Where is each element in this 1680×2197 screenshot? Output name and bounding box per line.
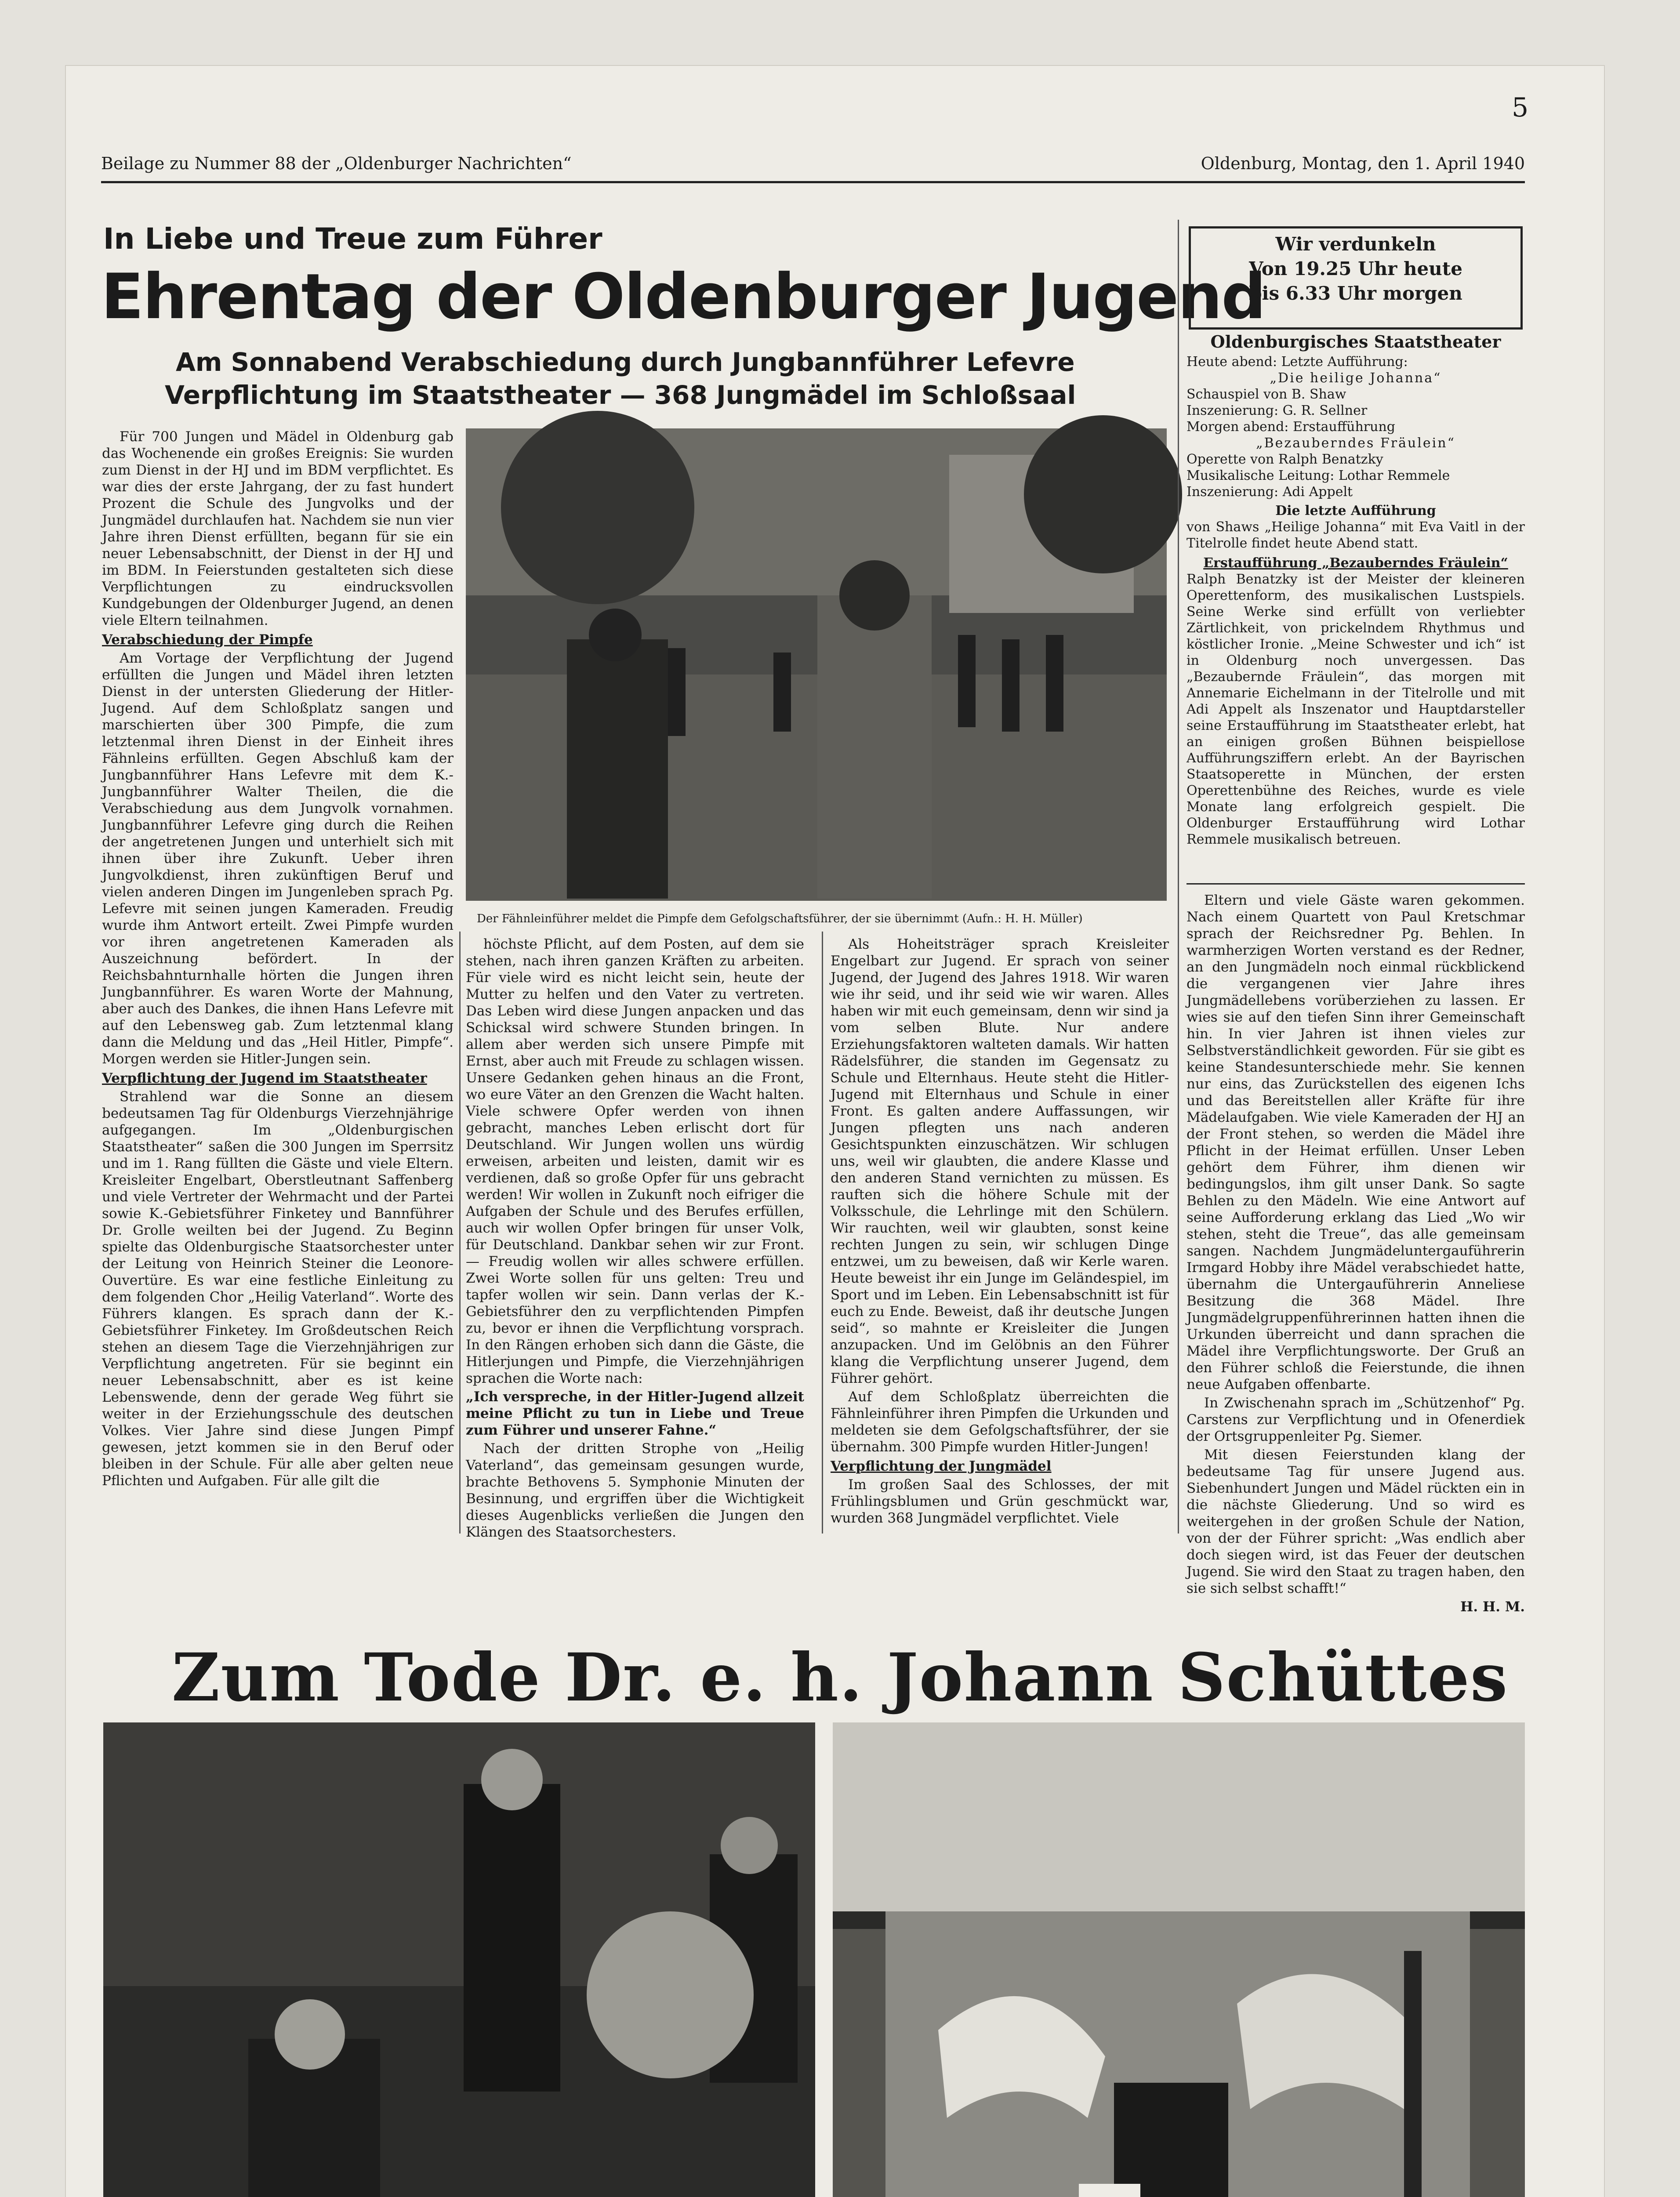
paragraph: Als Hoheitsträger sprach Kreisleiter Engelbart zur Jugend. Er sprach von seiner Jugend, der Jugend des Jahres 1918. Wir waren wie ihr seid, und ihr seid wie wir waren. Alles haben wir mit euch gemeinsam, denn wir sind ja vom selben Blute. Nur andere Erziehungsfaktoren walteten damals. Wir hatten Rädelsführer, die standen im Gegensatz zu Schule und Elternhaus. Heute steht die Hitler-Jugend mit Elternhaus und Schule in einer Front. Es galten andere Auffassungen, wir Jungen pflegten uns nach anderen Gesichtspunkten einzuschätzen. Wir schlugen uns, weil wir glaubten, die andere Klasse und den anderen Stand vernichten zu müssen. Es rauften sich die höhere Schule mit der Volksschule, die Lehrlinge mit den Schülern. Wir rauchten, weil wir glaubten, sonst keine rechten Jungen zu sein, wir schlugen Dinge entzwei, um zu beweisen, daß wir Kerle waren. Heute beweist ihr ein Junge im Geländespiel, im Sport und im Leben. Ein Lebensabschnitt ist für euch zu Ende. Beweist, daß ihr deutsche Jungen seid“, so mahnte er Kreisleiter die Jungen anzupacken. Und im Gelöbnis an den Führer klang die Verpflichtung unserer Jugend, dem Führer gehört. [831,936,1169,1386]
obituary-headline: Zum Tode Dr. e. h. Johann Schüttes [171,1639,1509,1716]
dateline: Oldenburg, Montag, den 1. April 1940 [1201,154,1525,173]
blackout-title: Wir verdunkeln [1275,233,1436,255]
blackout-end: bis 6.33 Uhr morgen [1249,283,1462,304]
theater-title: Oldenburgisches Staatstheater [1210,332,1501,352]
section-heading: Verpflichtung der Jungmädel [831,1458,1052,1474]
author-signature: H. H. M. [1460,1599,1525,1615]
paragraph: Im großen Saal des Schlosses, der mit Frühlingsblumen und Grün geschmückt war, wurden 368 Jungmädel verpflichtet. Viele [831,1477,1169,1526]
photo-ceremony-image [466,428,1167,901]
article-column-1 [102,428,454,1531]
photo-flag-ceremony [466,428,1167,901]
paragraph: Auf dem Schloßplatz überreichten die Fähnleinführer ihren Pimpfen die Urkunden und meldeten sie dem Gefolgschaftsführer, der sie übernahm. 300 Pimpfe wurden Hitler-Jungen! [831,1389,1169,1455]
program-line: Heute abend: Letzte Aufführung: [1187,354,1408,370]
program-line: Schauspiel von B. Shaw [1187,387,1346,402]
program-line: Musikalische Leitung: Lothar Remmele [1187,468,1450,483]
program-line: Inszenierung: G. R. Sellner [1187,403,1368,418]
program-line: „Bezauberndes Fräulein“ [1256,435,1455,451]
blackout-notice-box [1189,226,1523,330]
supplement-line: Beilage zu Nummer 88 der „Oldenburger Nachrichten“ [101,154,572,173]
paragraph: höchste Pflicht, auf dem Posten, auf dem sie stehen, nach ihren ganzen Kräften zu arbeiten. Für viele wird es nicht leicht sein, heute der Mutter zu helfen und den Vater zu vertreten. Das Leben wird diese Jungen anpacken und das Schicksal wird schwere Stunden bringen. In allem aber werden sich unsere Pimpfe mit Ernst, aber auch mit Freude zu schlagen wissen. Unsere Gedanken gehen hinaus an die Front, wo eure Väter an den Grenzen die Wacht halten. Viele schwere Opfer werden von ihnen gebracht, manches Leben erlischt dort für Deutschland. Wir Jungen wollen uns würdig erweisen, arbeiten und leisten, damit wir es verdienen, daß so große Opfer für uns gebracht werden! Wir wollen in Zukunft noch eifriger die Aufgaben der Schule und des Berufes erfüllen, auch wir wollen Opfer bringen für unser Volk, für Deutschland. Dankbar sehen wir zur Front. — Freudig wollen wir alles schwere erfüllen. Zwei Worte sollen für uns gelten: Treu und tapfer wollen wir sein. Dann verlas der K.-Gebietsführer den zu verpflichtenden Pimpfen zu, bevor er ihnen die Verpflichtung vorsprach. In den Rängen erhoben sich dann die Gäste, die Hitlerjungen und Pimpfe, die Vierzehnjährigen sprachen die Worte nach: [466,936,804,1386]
article-kicker: In Liebe und Treue zum Führer [103,222,602,256]
header-rule [101,181,1525,183]
program-line: Morgen abend: Erstaufführung [1187,419,1395,435]
paragraph: von Shaws „Heilige Johanna“ mit Eva Vaitl in der Titelrolle findet heute Abend statt. [1187,519,1525,551]
paragraph: Ralph Benatzky ist der Meister der kleineren Operettenform, des musikalischen Lustspiels. Seine Werke sind erfüllt von verliebter Zärtlichkeit, von prickelndem Rhythmus und köstlicher Ironie. „Meine Schwester und ich“ ist in Oldenburg noch unvergessen. Das „Bezaubernde Fräulein“, das morgen mit Annemarie Eichelmann in der Titelrolle und mit Adi Appelt als Inszenator und Hauptdarsteller seine Erstaufführung im Staatstheater erlebt, hat an einigen großen Bühnen beispiellose Aufführungsziffern erlebt. An der Bayrischen Staatsoperette in München, der ersten Operettenbühne des Reiches, wurde es viele Monate lang erfolgreich gespielt. Die Oldenburger Erstaufführung wird Lothar Remmele musikalisch betreuen. [1187,572,1525,847]
program-line: Operette von Ralph Benatzky [1187,452,1383,467]
photo-schuette-lanz-hall [833,1722,1525,2197]
blackout-start: Von 19.25 Uhr heute [1249,258,1462,279]
article-column-2 [466,936,804,1540]
paragraph: Mit diesen Feierstunden klang der bedeutsame Tag für unsere Jugend aus. Siebenhundert Jungen und Mädel rückten ein in die nächste Gliederung. Und so wird es weitergehen in der großen Schule der Nation, von der der Führer spricht: „Was endlich aber doch siegen wird, ist das Feuer der deutschen Jugend. Sie wird den Staat zu tragen haben, den sie sich selbst schafft!“ [1187,1447,1525,1596]
article-column-4 [1187,892,1525,1615]
paragraph: Nach der dritten Strophe von „Heilig Vaterland“, das gemeinsam gesungen wurde, brachte Bethovens 5. Symphonie Minuten der Besinnung, und ergriffen über die Wichtigkeit dieses Augenblicks verließen die Jungen den Klängen des Staatsorchesters. [466,1441,804,1540]
section-heading: Erstaufführung „Bezauberndes Fräulein“ [1203,555,1508,571]
paragraph: Strahlend war die Sonne an diesem bedeutsamen Tag für Oldenburgs Vierzehnjährige aufgegangen. Im „Oldenburgischen Staatstheater“ saßen die 300 Jungen im Sperrsitz und im 1. Rang füllten die Gäste und viele Eltern. Kreisleiter Engelbart, Oberstleutnant Saffenberg und viele Vertreter der Wehrmacht und der Partei sowie K.-Gebietsführer Finketey und Bannführer Dr. Grolle weilten bei der Jugend. Zu Beginn spielte das Oldenburgische Staatsorchester unter der Leitung von Heinrich Steiner die Leonore-Ouvertüre. Es war eine festliche Einleitung zu dem folgenden Chor „Heilig Vaterland“. Worte des Führers klangen. Es sprach dann der K.-Gebietsführer Finketey. Im Großdeutschen Reich stehen an diesem Tage die Vierzehnjährigen zur Verpflichtung angetreten. Für sie beginnt ein neuer Lebensabschnitt, aber es ist keine Lebenswende, denn der gerade Weg führt sie weiter in der Erziehungsschule des deutschen Volkes. Vier Jahre sind diese Jungen Pimpf gewesen, jetzt kommen sie in den Beruf oder bleiben in der Schule. Für alle aber gelten neue Pflichten und Aufgaben. Für alle gilt die [102,1089,454,1489]
section-heading: Verabschiedung der Pimpfe [102,632,313,648]
program-line: „Die heilige Johanna“ [1270,370,1442,386]
paragraph: Eltern und viele Gäste waren gekommen. Nach einem Quartett von Paul Kretschmar sprach der Reichsredner Pg. Behlen. In warmherzigen Worten verstand es der Redner, an den Jungmädeln noch einmal rückblickend die vergangenen vier Jahre ihres Jungmädellebens vorüberziehen zu lassen. Er wies sie auf den tiefen Sinn ihrer Gemeinschaft hin. In vier Jahren ist ihnen vieles zur Selbstverständlichkeit geworden. Für sie gibt es keine Standesunterschiede mehr. Sie kennen nur eins, das Zurückstellen des eigenen Ichs und das Bereitstellen aller Kräfte für ihre Mädelaufgaben. Wie viele Kameraden der HJ an der Front stehen, so werden die Mädel ihre Pflicht in der Heimat erfüllen. Unser Leben gehört dem Führer, ihm dienen wir bedingungslos, ihm gilt unser Dank. So sagte Behlen zu den Mädeln. Wie eine Antwort auf seine Aufforderung erklang das Lied „Wo wir stehen, steht die Treue“, das alle gemeinsam sangen. Nachdem Jungmädeluntergauführerin Irmgard Hobby ihre Mädel verabschiedet hatte, übernahm die Untergauführerin Anneliese Besitzung die 368 Mädel. Ihre Jungmädelgruppenführerinnen hatten ihnen die Urkunden überreicht und dann sprachen die Mädel ihre Verpflichtungsworte. Der Gruß an den Führer schloß die Feierstunde, die ihnen neue Aufgaben offenbarte. [1187,892,1525,1392]
pledge-quote: „Ich verspreche, in der Hitler-Jugend allzeit meine Pflicht zu tun in Liebe und Treue zum Führer und unserer Fahne.“ [466,1389,804,1438]
column-divider [459,932,461,1534]
photo-signing-image [103,1722,815,2197]
theater-program [1187,354,1525,888]
section-heading: Verpflichtung der Jugend im Staatstheater [102,1070,427,1086]
section-heading: Die letzte Aufführung [1275,503,1436,518]
paragraph: Für 700 Jungen und Mädel in Oldenburg gab das Wochenende ein großes Ereignis: Sie wurden zum Dienst in der HJ und im BDM verpflichtet. Es war dies der erste Jahrgang, der zu fast hundert Prozent die Schule des Jungvolks und der Jungmädel durchlaufen hat. Nachdem sie nun vier Jahre ihren Dienst erfüllten, begann für sie ein neuer Lebensabschnitt, der Dienst in der HJ und im BDM. In Feierstunden gestalteten sich diese Verpflichtungen zu eindrucksvollen Kundgebungen der Oldenburger Jugend, an denen viele Eltern teilnahmen. [102,429,454,628]
program-line: Inszenierung: Adi Appelt [1187,484,1353,500]
article-headline: Ehrentag der Oldenburger Jugend [101,261,1265,333]
column-divider [822,932,823,1534]
article-subheadline-2: Verpflichtung im Staatstheater — 368 Jungmädel im Schloßsaal [165,380,1076,410]
column-divider [1178,220,1179,1534]
sidebar-rule [1187,883,1525,885]
article-subheadline-1: Am Sonnabend Verabschiedung durch Jungbannführer Lefevre [176,347,1075,377]
photo-museum-hall-image [833,1722,1525,2197]
photo-caption: Der Fähnleinführer meldet die Pimpfe dem Gefolgschaftsführer, der sie übernimmt (Aufn.: H. H. Müller) [477,912,1083,925]
page-header [101,154,1525,180]
paragraph: Am Vortage der Verpflichtung der Jugend erfüllten die Jungen und Mädel ihren letzten Dienst in der untersten Gliederung der Hitler-Jugend. Auf dem Schloßplatz sangen und marschierten über 300 Pimpfe, die zum letztenmal ihren Dienst in der Einheit ihres Fähnleins erfüllten. Gegen Abschluß kam der Jungbannführer Hans Lefevre mit dem K.-Jungbannführer Walter Theilen, die die Verabschiedung aus dem Jungvolk vornahmen. Jungbannführer Lefevre ging durch die Reihen der angetretenen Jungen und unterhielt sich mit ihnen über ihre Zukunft. Ueber ihren Jungvolkdienst, ihren zukünftigen Beruf und vielen anderen Dingen im Jungenleben sprach Pg. Lefevre mit seinen jungen Kameraden. Freudig wurde ihm Antwort erteilt. Zwei Pimpfe wurden vor ihren angetretenen Kameraden als Auszeichnung befördert. In der Reichsbahnturnhalle hörten die Jungen ihren Jungbannführer. Es waren Worte der Mahnung, aber auch des Dankes, die ihnen Hans Lefevre mit auf den Lebensweg gab. Zum letztenmal klang dann die Meldung und das „Heil Hitler, Pimpfe“. Morgen werden sie Hitler-Jungen sein. [102,650,454,1067]
page-number: 5 [1512,92,1529,123]
photo-golden-book-signing [103,1722,815,2197]
paragraph: In Zwischenahn sprach im „Schützenhof“ Pg. Carstens zur Verpflichtung und in Ofenerdiek der Ortsgruppenleiter Pg. Siemer. [1187,1395,1525,1444]
article-column-3 [831,936,1169,1531]
